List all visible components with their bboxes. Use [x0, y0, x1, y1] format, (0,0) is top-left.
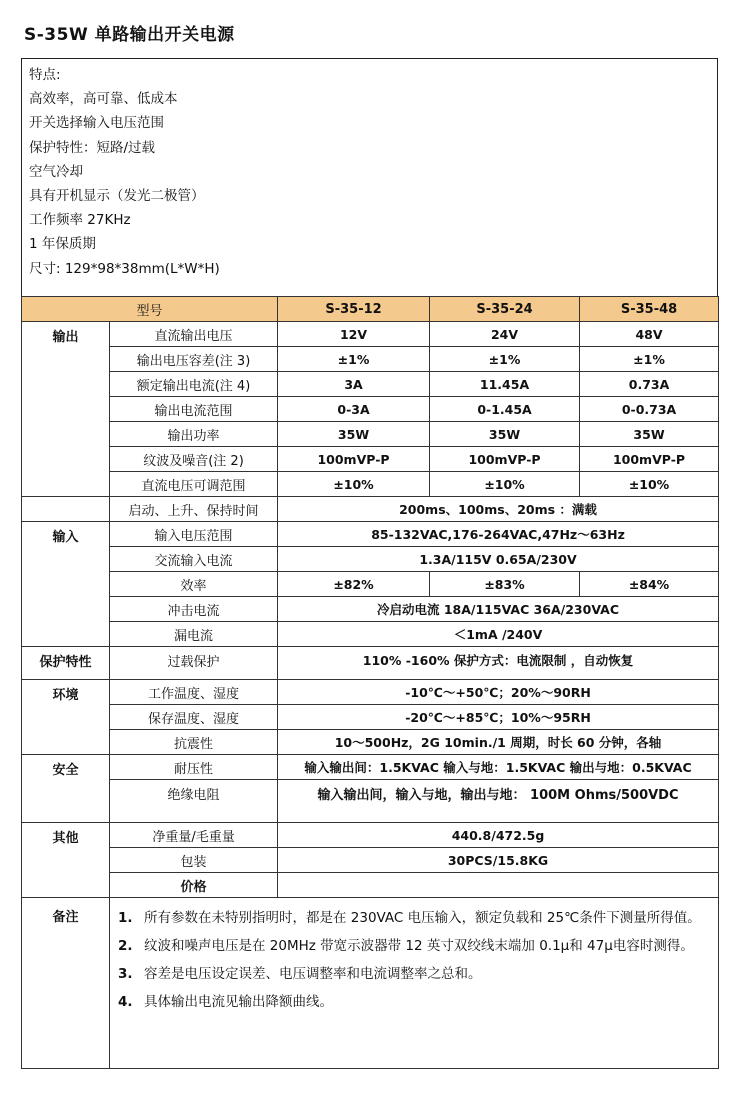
section-safety: 安全	[22, 755, 110, 823]
page-title: S-35W 单路输出开关电源	[24, 25, 235, 45]
feature-line: 高效率，高可靠、低成本	[29, 91, 178, 108]
cell: 冷启动电流 18A/115VAC 36A/230VAC	[278, 597, 719, 622]
cell: 85-132VAC,176-264VAC,47Hz～63Hz	[278, 522, 719, 547]
cell: 输入输出间，输入与地，输出与地： 100M Ohms/500VDC	[278, 780, 719, 823]
cell: 10～500Hz，2G 10min./1 周期，时长 60 分钟，各轴	[278, 730, 719, 755]
notes-row	[22, 898, 719, 1069]
row-label: 直流电压可调范围	[110, 472, 278, 497]
cell	[278, 873, 719, 898]
notes-cell	[110, 898, 719, 1069]
row-label: 保存温度、湿度	[110, 705, 278, 730]
table-row	[22, 447, 719, 472]
cell: 35W	[278, 422, 430, 447]
table-row	[22, 680, 719, 705]
table-row	[22, 322, 719, 347]
table-row	[22, 755, 719, 780]
table-row	[22, 572, 719, 597]
section-input: 输入	[22, 522, 110, 647]
row-label: 绝缘电阻	[110, 780, 278, 823]
row-label: 包装	[110, 848, 278, 873]
cell: ±83%	[430, 572, 580, 597]
cell: 200ms、100ms、20ms ：满载	[278, 497, 719, 522]
cell: 440.8/472.5g	[278, 823, 719, 848]
cell: 110% -160% 保护方式：电流限制 ，自动恢复	[278, 647, 719, 680]
note-item: 2. 纹波和噪声电压是在 20MHz 带宽示波器带 12 英寸双绞线末端加 0.1μ和 47μ电容时测得。	[118, 938, 694, 954]
cell: 100mVP-P	[430, 447, 580, 472]
row-label: 输入电压范围	[110, 522, 278, 547]
model-label: 型号	[22, 297, 278, 322]
row-label: 输出功率	[110, 422, 278, 447]
note-item: 1. 所有参数在未特别指明时，都是在 230VAC 电压输入，额定负载和 25℃条件下测量所得值。	[118, 910, 701, 926]
row-label: 耐压性	[110, 755, 278, 780]
cell: 100mVP-P	[278, 447, 430, 472]
row-label: 价格	[110, 873, 278, 898]
cell: ±1%	[278, 347, 430, 372]
row-label: 额定输出电流(注 4)	[110, 372, 278, 397]
table-row	[22, 422, 719, 447]
table-row	[22, 823, 719, 848]
note-item: 3. 容差是电压设定误差、电压调整率和电流调整率之总和。	[118, 966, 482, 982]
table-row	[22, 780, 719, 823]
table-row	[22, 347, 719, 372]
row-label: 工作温度、湿度	[110, 680, 278, 705]
cell: -10℃～+50℃；20%～90RH	[278, 680, 719, 705]
table-row	[22, 597, 719, 622]
cell: 30PCS/15.8KG	[278, 848, 719, 873]
spec-table	[21, 296, 719, 1069]
cell: ＜1mA /240V	[278, 622, 719, 647]
row-label: 漏电流	[110, 622, 278, 647]
table-row	[22, 873, 719, 898]
table-row	[22, 497, 719, 522]
notes-list	[118, 906, 708, 1014]
cell: 1.3A/115V 0.65A/230V	[278, 547, 719, 572]
cell: 35W	[430, 422, 580, 447]
feature-line: 保护特性：短路/过载	[29, 139, 156, 156]
model-col: S-35-24	[430, 297, 580, 322]
row-label: 输出电流范围	[110, 397, 278, 422]
section-protection: 保护特性	[22, 647, 110, 680]
features-box	[21, 58, 718, 296]
table-row	[22, 472, 719, 497]
table-row	[22, 372, 719, 397]
feature-line: 1 年保质期	[29, 236, 96, 253]
table-row	[22, 522, 719, 547]
row-label: 直流输出电压	[110, 322, 278, 347]
cell: ±10%	[278, 472, 430, 497]
cell: 35W	[580, 422, 719, 447]
cell: 3A	[278, 372, 430, 397]
row-label: 抗震性	[110, 730, 278, 755]
cell: 0-0.73A	[580, 397, 719, 422]
table-row	[22, 647, 719, 680]
cell: ±1%	[430, 347, 580, 372]
cell: 24V	[430, 322, 580, 347]
section-notes: 备注	[22, 898, 110, 1069]
cell: ±10%	[430, 472, 580, 497]
cell: ±84%	[580, 572, 719, 597]
row-label: 效率	[110, 572, 278, 597]
cell: 输入输出间：1.5KVAC 输入与地：1.5KVAC 输出与地：0.5KVAC	[278, 755, 719, 780]
table-row	[22, 730, 719, 755]
cell: 12V	[278, 322, 430, 347]
header-row	[22, 297, 719, 322]
model-col: S-35-48	[580, 297, 719, 322]
note-item: 4. 具体输出电流见输出降额曲线。	[118, 994, 333, 1010]
table-row	[22, 547, 719, 572]
cell: ±1%	[580, 347, 719, 372]
row-label: 净重量/毛重量	[110, 823, 278, 848]
feature-line: 工作频率 27KHz	[29, 212, 131, 229]
feature-line: 空气冷却	[29, 163, 83, 180]
feature-line: 开关选择输入电压范围	[29, 115, 164, 132]
section-environment: 环境	[22, 680, 110, 755]
table-row	[22, 705, 719, 730]
row-label: 启动、上升、保持时间	[110, 497, 278, 522]
cell: 0-3A	[278, 397, 430, 422]
cell: 0-1.45A	[430, 397, 580, 422]
cell: ±10%	[580, 472, 719, 497]
table-row	[22, 397, 719, 422]
features-heading: 特点:	[29, 67, 61, 83]
feature-line: 具有开机显示（发光二极管）	[29, 188, 205, 205]
cell: 48V	[580, 322, 719, 347]
row-label: 纹波及噪音(注 2)	[110, 447, 278, 472]
model-col: S-35-12	[278, 297, 430, 322]
cell: 0.73A	[580, 372, 719, 397]
cell: 11.45A	[430, 372, 580, 397]
section-other: 其他	[22, 823, 110, 898]
feature-line: 尺寸: 129*98*38mm(L*W*H)	[29, 260, 220, 277]
section-output: 输出	[22, 322, 110, 497]
table-row	[22, 848, 719, 873]
row-label: 输出电压容差(注 3)	[110, 347, 278, 372]
cell: -20℃～+85℃；10%～95RH	[278, 705, 719, 730]
cell: 100mVP-P	[580, 447, 719, 472]
row-label: 过载保护	[110, 647, 278, 680]
table-row	[22, 622, 719, 647]
row-label: 冲击电流	[110, 597, 278, 622]
section-spacer	[22, 497, 110, 522]
row-label: 交流输入电流	[110, 547, 278, 572]
cell: ±82%	[278, 572, 430, 597]
